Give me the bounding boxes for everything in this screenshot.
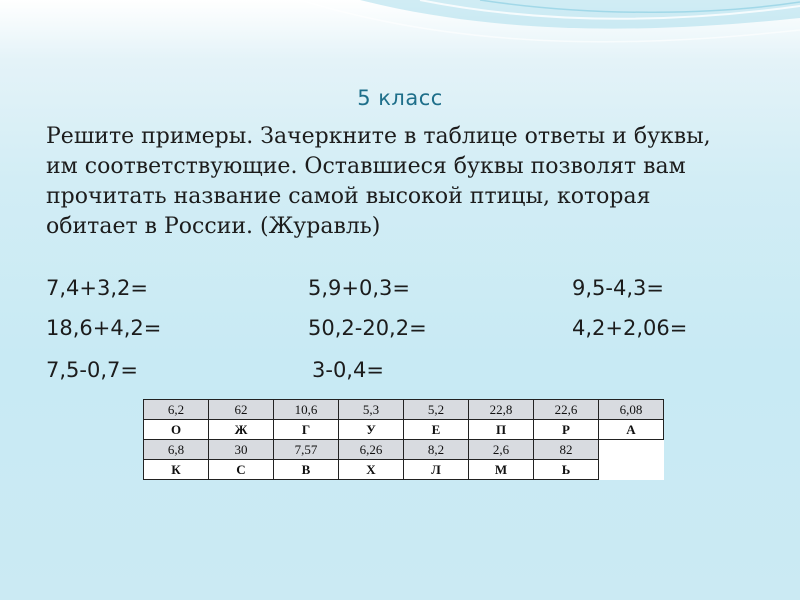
- letter-cell: У: [339, 420, 404, 440]
- letter-cell: А: [599, 420, 664, 440]
- empty-cell: [599, 460, 664, 480]
- example-1: 7,4+3,2=: [46, 276, 148, 300]
- example-8: 3-0,4=: [312, 358, 384, 382]
- number-cell: 2,6: [469, 440, 534, 460]
- example-6: 4,2+2,06=: [572, 316, 688, 340]
- letter-cell: М: [469, 460, 534, 480]
- number-cell: 5,3: [339, 400, 404, 420]
- example-5: 50,2-20,2=: [308, 316, 427, 340]
- letter-cell: Р: [534, 420, 599, 440]
- letter-cell: Х: [339, 460, 404, 480]
- table-row-numbers-1: [144, 400, 664, 420]
- number-cell: 6,08: [599, 400, 664, 420]
- number-cell: 82: [534, 440, 599, 460]
- letter-cell: С: [209, 460, 274, 480]
- number-cell: 7,57: [274, 440, 339, 460]
- number-cell: 6,8: [144, 440, 209, 460]
- letter-cell: Е: [404, 420, 469, 440]
- number-cell: 8,2: [404, 440, 469, 460]
- letter-cell: П: [469, 420, 534, 440]
- table-row-letters-2: [144, 460, 664, 480]
- answer-table: [143, 399, 664, 480]
- number-cell: 10,6: [274, 400, 339, 420]
- task-text: Решите примеры. Зачеркните в таблице ответы и буквы, им соответствующие. Оставшиеся буквы позволят вам прочитать название самой высокой птицы, которая обитает в России. (Журавль): [46, 124, 711, 239]
- number-cell: 62: [209, 400, 274, 420]
- number-cell: 22,8: [469, 400, 534, 420]
- letter-cell: К: [144, 460, 209, 480]
- decorative-swoosh: [0, 0, 800, 80]
- table-row-numbers-2: [144, 440, 664, 460]
- example-2: 5,9+0,3=: [308, 276, 410, 300]
- example-7: 7,5-0,7=: [46, 358, 138, 382]
- number-cell: 22,6: [534, 400, 599, 420]
- page-title: 5 класс: [357, 86, 443, 110]
- table-row-letters-1: [144, 420, 664, 440]
- letter-cell: Ж: [209, 420, 274, 440]
- number-cell: 30: [209, 440, 274, 460]
- number-cell: 6,2: [144, 400, 209, 420]
- example-3: 9,5-4,3=: [572, 276, 664, 300]
- letter-cell: Ь: [534, 460, 599, 480]
- letter-cell: Г: [274, 420, 339, 440]
- example-4: 18,6+4,2=: [46, 316, 162, 340]
- number-cell: 5,2: [404, 400, 469, 420]
- empty-cell: [599, 440, 664, 460]
- letter-cell: В: [274, 460, 339, 480]
- number-cell: 6,26: [339, 440, 404, 460]
- letter-cell: Л: [404, 460, 469, 480]
- letter-cell: О: [144, 420, 209, 440]
